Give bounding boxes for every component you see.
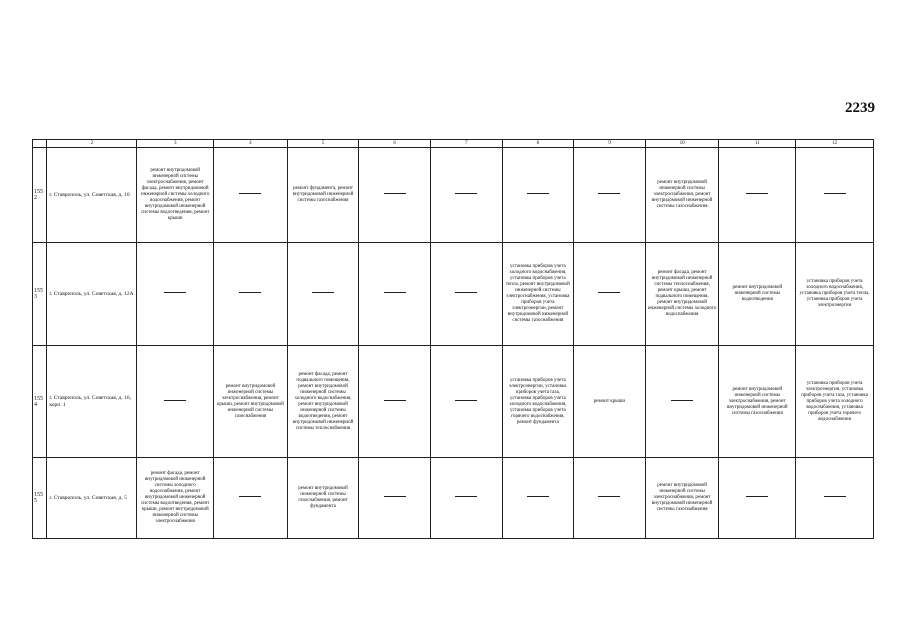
empty-cell <box>796 148 874 243</box>
dash-mark <box>824 496 846 497</box>
column-header: 9 <box>574 140 646 148</box>
page-number: 2239 <box>845 100 875 116</box>
empty-cell <box>719 458 796 539</box>
dash-mark <box>455 496 477 497</box>
dash-mark <box>527 193 549 194</box>
column-header: 7 <box>430 140 502 148</box>
dash-mark <box>384 400 406 401</box>
dash-mark <box>455 193 477 194</box>
empty-cell <box>287 243 359 346</box>
work-cell: ремонт внутридомовой инженерной системы газоснабжения, ремонт фундамента <box>287 458 359 539</box>
empty-cell <box>359 243 431 346</box>
table-row <box>33 458 874 539</box>
address-cell: г. Ставрополь, ул. Советская, д. 12А <box>47 243 137 346</box>
dash-mark <box>455 292 477 293</box>
empty-cell <box>430 458 502 539</box>
empty-cell <box>574 148 646 243</box>
empty-cell <box>430 346 502 458</box>
empty-cell <box>502 458 574 539</box>
work-cell: ремонт внутридомовой инженерной системы электроснабжения, ремонт внутридомовой инженерной системы газоснабжения <box>645 148 719 243</box>
dash-mark <box>527 496 549 497</box>
dash-mark <box>598 496 620 497</box>
empty-cell <box>502 148 574 243</box>
work-cell: установка приборов учета электроэнергии, установка приборов учета газа, установка приборов учета холодного водоснабжения, установка приборов учета горячего водоснабжения, ремонт фундамента <box>502 346 574 458</box>
dash-mark <box>384 496 406 497</box>
work-cell: ремонт внутридомовой инженерной системы электроснабжения, ремонт внутридомовой инженерной системы газоснабжения <box>719 346 796 458</box>
column-header: 11 <box>719 140 796 148</box>
work-cell: ремонт фасада, ремонт подвального помещения, ремонт внутридомовой инженерной системы холодного водоснабжения, ремонт внутридомовой инженерной системы водоотведения, ремонт внутридомовой инженерной системы теплоснабжения <box>287 346 359 458</box>
empty-cell <box>359 346 431 458</box>
empty-cell <box>359 458 431 539</box>
empty-cell <box>645 346 719 458</box>
dash-mark <box>384 193 406 194</box>
row-number: 1552 <box>33 148 47 243</box>
dash-mark <box>384 292 406 293</box>
work-cell: ремонт внутридомовой инженерной системы электроснабжения, ремонт крыши, ремонт внутридомовой инженерной системы газоснабжения <box>214 346 288 458</box>
address-cell: г. Ставрополь, ул. Советская, д. 10 <box>47 148 137 243</box>
dash-mark <box>239 496 261 497</box>
empty-cell <box>574 458 646 539</box>
column-header: 5 <box>287 140 359 148</box>
row-number: 1554 <box>33 346 47 458</box>
column-header: 10 <box>645 140 719 148</box>
dash-mark <box>746 193 768 194</box>
repair-schedule-table <box>32 139 874 539</box>
empty-cell <box>430 243 502 346</box>
empty-cell <box>214 243 288 346</box>
column-header: 4 <box>214 140 288 148</box>
dash-mark <box>312 292 334 293</box>
work-cell: ремонт фасада, ремонт внутридомовой инженерной системы холодного водоснабжения, ремонт внутридомовой инженерной системы водоотведения, ремонт крыши, ремонт внутридомовой инженерной системы электроснабжения <box>137 458 214 539</box>
empty-cell <box>214 458 288 539</box>
empty-cell <box>137 346 214 458</box>
empty-cell <box>430 148 502 243</box>
dash-mark <box>671 400 693 401</box>
work-cell: ремонт внутридомовой инженерной системы водоотведения <box>719 243 796 346</box>
work-cell: ремонт внутридомовой инженерной системы электроснабжения, ремонт внутридомовой инженерной системы газоснабжения <box>645 458 719 539</box>
table-row <box>33 243 874 346</box>
address-cell: г. Ставрополь, ул. Советская, д. 16, корп. 1 <box>47 346 137 458</box>
dash-mark <box>164 292 186 293</box>
column-number-row <box>33 140 874 148</box>
column-header: 12 <box>796 140 874 148</box>
work-cell: ремонт фасада, ремонт внутридомовой инженерной системы теплоснабжения, ремонт крыши, ремонт подвального помещения, ремонт внутридомовой инженерной системы холодного водоснабжения <box>645 243 719 346</box>
column-header <box>33 140 47 148</box>
column-header: 6 <box>359 140 431 148</box>
dash-mark <box>239 193 261 194</box>
dash-mark <box>746 496 768 497</box>
dash-mark <box>455 400 477 401</box>
empty-cell <box>359 148 431 243</box>
dash-mark <box>598 292 620 293</box>
column-header: 3 <box>137 140 214 148</box>
empty-cell <box>719 148 796 243</box>
work-cell: ремонт крыши <box>574 346 646 458</box>
column-header: 2 <box>47 140 137 148</box>
address-cell: г. Ставрополь, ул. Советская, д. 5 <box>47 458 137 539</box>
empty-cell <box>214 148 288 243</box>
empty-cell <box>796 458 874 539</box>
work-cell: установка приборов учета холодного водоснабжения, установка приборов учета тепла, ремонт внутридомовой инженерной системы электроснабжения, установка приборов учета электроэнергии, ремонт внутридомовой инженерной системы газоснабжения <box>502 243 574 346</box>
work-cell: установка приборов учета холодного водоснабжения, установка приборов учета тепла, установка приборов учета электроэнергии <box>796 243 874 346</box>
row-number: 1553 <box>33 243 47 346</box>
dash-mark <box>164 400 186 401</box>
work-cell: установка приборов учета электроэнергии, установка приборов учета газа, установка приборов учета холодного водоснабжения, установка приборов учета горячего водоснабжения <box>796 346 874 458</box>
work-cell: ремонт внутридомовой инженерной системы электроснабжения, ремонт фасада, ремонт внутридомовой инженерной системы холодного водоснабжения, ремонт внутридомовой инженерной системы водоотведения, ремонт крыши <box>137 148 214 243</box>
dash-mark <box>824 193 846 194</box>
table-row <box>33 148 874 243</box>
column-header: 8 <box>502 140 574 148</box>
dash-mark <box>598 193 620 194</box>
empty-cell <box>137 243 214 346</box>
row-number: 1555 <box>33 458 47 539</box>
dash-mark <box>239 292 261 293</box>
table-row <box>33 346 874 458</box>
empty-cell <box>574 243 646 346</box>
work-cell: ремонт фундамента, ремонт внутридомовой инженерной системы газоснабжения <box>287 148 359 243</box>
